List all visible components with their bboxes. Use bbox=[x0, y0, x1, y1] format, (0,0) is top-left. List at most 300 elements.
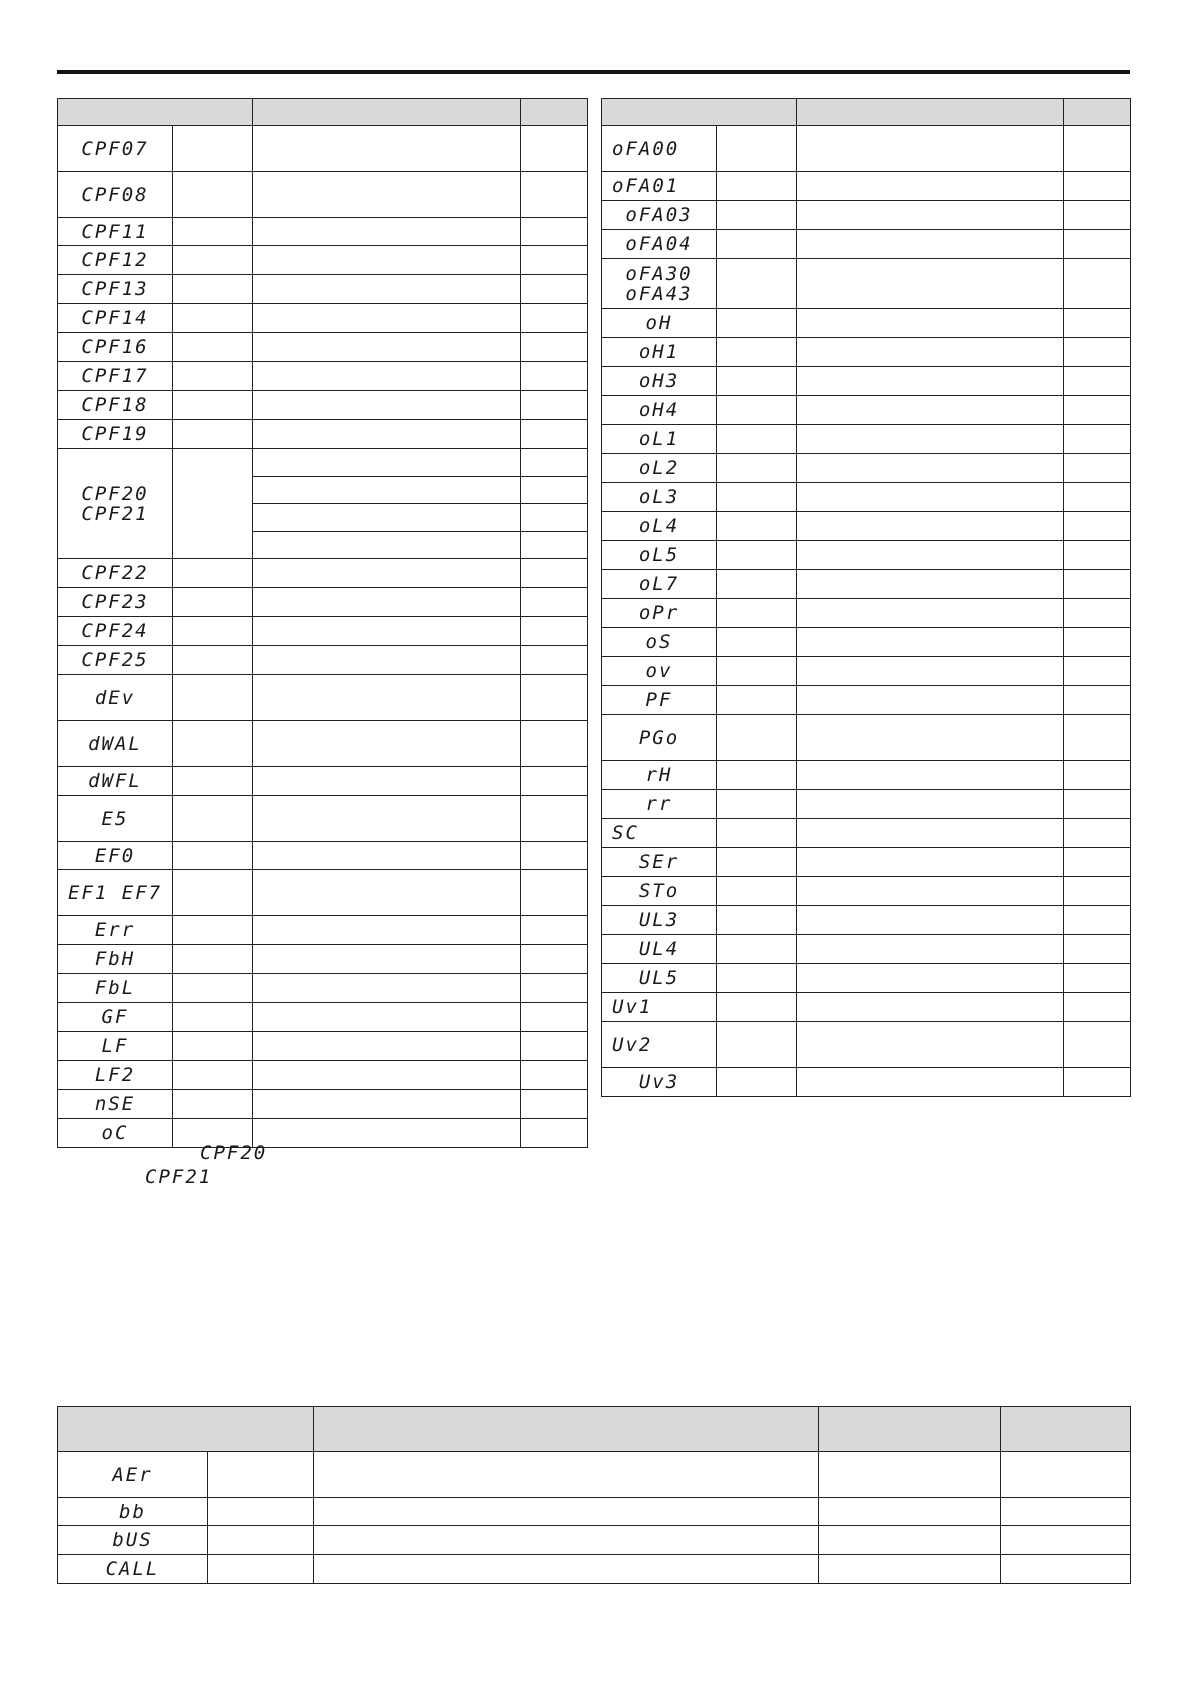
table-cell bbox=[1064, 570, 1131, 599]
table-cell bbox=[253, 1119, 521, 1148]
fault-name-cell bbox=[173, 391, 253, 420]
table-row bbox=[602, 454, 1131, 483]
fault-name-cell bbox=[717, 309, 797, 338]
header-rule bbox=[57, 70, 1130, 74]
fault-name-cell bbox=[717, 201, 797, 230]
table-cell bbox=[253, 617, 521, 646]
display-code-cell: STo bbox=[602, 877, 717, 906]
table-cell bbox=[1064, 686, 1131, 715]
display-code-cell: oS bbox=[602, 628, 717, 657]
table-cell bbox=[797, 338, 1064, 367]
display-code-cell: rH bbox=[602, 761, 717, 790]
fault-name-cell bbox=[717, 935, 797, 964]
table-cell bbox=[797, 964, 1064, 993]
fault-name-cell bbox=[717, 993, 797, 1022]
table-cell bbox=[521, 246, 588, 275]
table-cell bbox=[253, 767, 521, 796]
display-code-cell: FbH bbox=[58, 945, 173, 974]
display-code-cell: oH4 bbox=[602, 396, 717, 425]
table-cell bbox=[253, 504, 521, 532]
table-cell bbox=[1001, 1498, 1131, 1526]
table-cell bbox=[253, 974, 521, 1003]
display-code-cell: oL7 bbox=[602, 570, 717, 599]
fault-name-cell bbox=[717, 367, 797, 396]
table-cell bbox=[1064, 761, 1131, 790]
display-code-cell: CPF07 bbox=[58, 126, 173, 172]
table-cell bbox=[521, 304, 588, 333]
table-cell bbox=[521, 842, 588, 870]
table-cell bbox=[253, 559, 521, 588]
table-row bbox=[602, 935, 1131, 964]
table-cell bbox=[797, 877, 1064, 906]
table-cell bbox=[253, 126, 521, 172]
table-row bbox=[58, 362, 588, 391]
display-code-cell: CPF08 bbox=[58, 172, 173, 218]
table-row bbox=[58, 945, 588, 974]
table-cell bbox=[521, 646, 588, 675]
fault-name-cell bbox=[173, 1061, 253, 1090]
table-cell bbox=[797, 906, 1064, 935]
table-row bbox=[58, 675, 588, 721]
table-row bbox=[58, 1452, 1131, 1498]
table-cell bbox=[521, 559, 588, 588]
header-cell bbox=[58, 1407, 314, 1452]
table-cell bbox=[521, 126, 588, 172]
table-row bbox=[58, 1498, 1131, 1526]
table-cell bbox=[1064, 512, 1131, 541]
display-code: CPF21 bbox=[81, 502, 149, 525]
table-cell bbox=[797, 1068, 1064, 1097]
table-row bbox=[58, 916, 588, 945]
fault-name-cell bbox=[173, 675, 253, 721]
display-code-cell: SC bbox=[602, 819, 717, 848]
display-code-cell: UL4 bbox=[602, 935, 717, 964]
right-fault-table bbox=[601, 98, 1131, 1097]
table-cell bbox=[797, 819, 1064, 848]
table-row bbox=[602, 964, 1131, 993]
table-cell bbox=[797, 628, 1064, 657]
table-cell bbox=[253, 531, 521, 559]
display-code-cell: CPF22 bbox=[58, 559, 173, 588]
table-cell bbox=[253, 1061, 521, 1090]
header-cell bbox=[1064, 99, 1131, 126]
table-cell bbox=[1001, 1452, 1131, 1498]
table-row bbox=[58, 767, 588, 796]
table-row bbox=[58, 1061, 588, 1090]
table-cell bbox=[1064, 848, 1131, 877]
table-cell bbox=[797, 483, 1064, 512]
display-code-cell: oPr bbox=[602, 599, 717, 628]
table-row bbox=[58, 974, 588, 1003]
header-cell bbox=[521, 99, 588, 126]
fault-name-cell bbox=[717, 790, 797, 819]
table-row bbox=[602, 541, 1131, 570]
display-code-cell: CPF11 bbox=[58, 218, 173, 246]
display-code-cell: CPF18 bbox=[58, 391, 173, 420]
table-row bbox=[602, 126, 1131, 172]
fault-name-cell bbox=[173, 916, 253, 945]
table-cell bbox=[1064, 425, 1131, 454]
fault-name-cell bbox=[173, 304, 253, 333]
table-cell bbox=[253, 420, 521, 449]
display-code-cell: CPF23 bbox=[58, 588, 173, 617]
table-cell bbox=[521, 617, 588, 646]
display-code-cell bbox=[58, 449, 173, 559]
table-cell bbox=[797, 512, 1064, 541]
table-cell bbox=[1001, 1526, 1131, 1555]
table-cell bbox=[253, 218, 521, 246]
display-code-cell: FbL bbox=[58, 974, 173, 1003]
table-row bbox=[58, 1032, 588, 1061]
table-cell bbox=[819, 1555, 1001, 1584]
table-row bbox=[58, 646, 588, 675]
display-code-cell: PF bbox=[602, 686, 717, 715]
table-cell bbox=[521, 362, 588, 391]
display-code-cell: oFA01 bbox=[602, 172, 717, 201]
fault-name-cell bbox=[173, 559, 253, 588]
table-cell bbox=[797, 454, 1064, 483]
fault-name-cell bbox=[208, 1452, 314, 1498]
table-cell bbox=[797, 848, 1064, 877]
table-row bbox=[58, 870, 588, 916]
table-row bbox=[58, 1526, 1131, 1555]
table-row bbox=[58, 275, 588, 304]
table-cell bbox=[797, 935, 1064, 964]
table-cell bbox=[314, 1498, 819, 1526]
table-cell bbox=[797, 790, 1064, 819]
table-cell bbox=[819, 1526, 1001, 1555]
display-code-cell: oFA03 bbox=[602, 201, 717, 230]
fault-name-cell bbox=[717, 541, 797, 570]
table-cell bbox=[253, 870, 521, 916]
table-cell bbox=[1064, 230, 1131, 259]
table-cell bbox=[253, 588, 521, 617]
display-code-cell: CPF16 bbox=[58, 333, 173, 362]
table-cell bbox=[521, 916, 588, 945]
table-row bbox=[602, 1068, 1131, 1097]
table-row bbox=[58, 333, 588, 362]
table-cell bbox=[253, 675, 521, 721]
fault-name-cell bbox=[717, 819, 797, 848]
fault-name-cell bbox=[717, 512, 797, 541]
table-cell bbox=[521, 275, 588, 304]
table-cell bbox=[314, 1526, 819, 1555]
right-table-body bbox=[602, 126, 1131, 1097]
fault-name-cell bbox=[717, 338, 797, 367]
header-cell bbox=[819, 1407, 1001, 1452]
display-code-cell: LF bbox=[58, 1032, 173, 1061]
header-cell bbox=[58, 99, 253, 126]
left-fault-table bbox=[57, 98, 588, 1148]
display-code-cell: oC bbox=[58, 1119, 173, 1148]
fault-name-cell bbox=[717, 599, 797, 628]
table-row bbox=[58, 796, 588, 842]
table-row bbox=[602, 993, 1131, 1022]
table-cell bbox=[1064, 483, 1131, 512]
display-code-cell: GF bbox=[58, 1003, 173, 1032]
fault-name-cell bbox=[173, 1032, 253, 1061]
display-code-cell: CALL bbox=[58, 1555, 208, 1584]
header-cell bbox=[602, 99, 797, 126]
fault-name-cell bbox=[208, 1498, 314, 1526]
display-code-cell: SEr bbox=[602, 848, 717, 877]
table-cell bbox=[253, 721, 521, 767]
display-code-cell: CPF13 bbox=[58, 275, 173, 304]
display-code-cell: CPF14 bbox=[58, 304, 173, 333]
fault-name-cell bbox=[717, 877, 797, 906]
table-cell bbox=[314, 1555, 819, 1584]
table-cell bbox=[797, 201, 1064, 230]
table-cell bbox=[1064, 309, 1131, 338]
table-cell bbox=[797, 396, 1064, 425]
table-cell bbox=[797, 126, 1064, 172]
display-code-cell: CPF17 bbox=[58, 362, 173, 391]
table-cell bbox=[797, 425, 1064, 454]
fault-name-cell bbox=[173, 1003, 253, 1032]
table-row bbox=[58, 842, 588, 870]
table-cell bbox=[797, 686, 1064, 715]
fault-name-cell bbox=[173, 767, 253, 796]
display-code-cell: oL2 bbox=[602, 454, 717, 483]
table-header-row bbox=[58, 99, 588, 126]
table-cell bbox=[1064, 172, 1131, 201]
table-cell bbox=[1064, 367, 1131, 396]
table-row bbox=[58, 391, 588, 420]
fault-name-cell bbox=[173, 870, 253, 916]
table-row bbox=[602, 396, 1131, 425]
display-code-cell: UL3 bbox=[602, 906, 717, 935]
fault-name-cell bbox=[173, 218, 253, 246]
table-cell bbox=[797, 259, 1064, 309]
display-code-cell: dWAL bbox=[58, 721, 173, 767]
table-row bbox=[602, 686, 1131, 715]
display-code-cell: dWFL bbox=[58, 767, 173, 796]
display-code-cell bbox=[602, 259, 717, 309]
table-cell bbox=[797, 570, 1064, 599]
fault-name-cell bbox=[208, 1526, 314, 1555]
table-cell bbox=[521, 1032, 588, 1061]
table-cell bbox=[1064, 1022, 1131, 1068]
table-cell bbox=[253, 646, 521, 675]
table-cell bbox=[314, 1452, 819, 1498]
table-cell bbox=[521, 945, 588, 974]
header-cell bbox=[314, 1407, 819, 1452]
fault-name-cell bbox=[717, 848, 797, 877]
fault-name-cell bbox=[717, 454, 797, 483]
table-row bbox=[58, 1090, 588, 1119]
display-code-cell: dEv bbox=[58, 675, 173, 721]
table-cell bbox=[253, 1090, 521, 1119]
table-row bbox=[602, 259, 1131, 309]
fault-name-cell bbox=[717, 964, 797, 993]
table-cell bbox=[253, 1032, 521, 1061]
table-row bbox=[602, 1022, 1131, 1068]
table-row bbox=[602, 628, 1131, 657]
header-cell bbox=[797, 99, 1064, 126]
table-cell bbox=[1064, 628, 1131, 657]
table-cell bbox=[1064, 993, 1131, 1022]
table-cell bbox=[1064, 715, 1131, 761]
table-cell bbox=[521, 531, 588, 559]
display-code-cell: oL4 bbox=[602, 512, 717, 541]
fault-name-cell bbox=[717, 628, 797, 657]
table-cell bbox=[797, 993, 1064, 1022]
table-cell bbox=[521, 1061, 588, 1090]
table-row bbox=[602, 906, 1131, 935]
fault-name-cell bbox=[173, 617, 253, 646]
fault-name-cell bbox=[173, 974, 253, 1003]
fault-name-cell bbox=[717, 1022, 797, 1068]
table-row bbox=[602, 657, 1131, 686]
fault-name-cell bbox=[173, 945, 253, 974]
table-cell bbox=[797, 761, 1064, 790]
table-row bbox=[58, 126, 588, 172]
table-cell bbox=[1064, 819, 1131, 848]
table-cell bbox=[521, 504, 588, 532]
table-cell bbox=[253, 172, 521, 218]
display-code-cell: CPF25 bbox=[58, 646, 173, 675]
table-cell bbox=[797, 230, 1064, 259]
table-row bbox=[602, 599, 1131, 628]
table-cell bbox=[253, 304, 521, 333]
table-cell bbox=[521, 870, 588, 916]
table-row bbox=[58, 420, 588, 449]
table-row bbox=[58, 304, 588, 333]
table-cell bbox=[819, 1498, 1001, 1526]
display-code-cell: oL3 bbox=[602, 483, 717, 512]
table-cell bbox=[253, 796, 521, 842]
table-cell bbox=[521, 476, 588, 504]
table-cell bbox=[521, 721, 588, 767]
table-row bbox=[602, 483, 1131, 512]
table-cell bbox=[819, 1452, 1001, 1498]
table-cell bbox=[1001, 1555, 1131, 1584]
table-row bbox=[602, 715, 1131, 761]
fault-name-cell bbox=[173, 333, 253, 362]
table-cell bbox=[1064, 790, 1131, 819]
display-code-cell: oH1 bbox=[602, 338, 717, 367]
table-cell bbox=[253, 391, 521, 420]
table-row bbox=[602, 367, 1131, 396]
fault-name-cell bbox=[173, 796, 253, 842]
display-code-cell: CPF24 bbox=[58, 617, 173, 646]
table-row bbox=[602, 512, 1131, 541]
table-header-row bbox=[58, 1407, 1131, 1452]
display-code-cell: EF1 EF7 bbox=[58, 870, 173, 916]
table-cell bbox=[521, 1119, 588, 1148]
table-row bbox=[58, 721, 588, 767]
table-row bbox=[602, 309, 1131, 338]
table-row bbox=[58, 218, 588, 246]
table-row bbox=[58, 559, 588, 588]
display-code-cell: bUS bbox=[58, 1526, 208, 1555]
table-cell bbox=[521, 391, 588, 420]
footnote-code-1: CPF20 bbox=[200, 1142, 268, 1164]
table-cell bbox=[797, 599, 1064, 628]
header-cell bbox=[1001, 1407, 1131, 1452]
display-code-cell: LF2 bbox=[58, 1061, 173, 1090]
table-row bbox=[58, 1555, 1131, 1584]
table-row bbox=[58, 1003, 588, 1032]
table-cell bbox=[521, 588, 588, 617]
table-cell bbox=[521, 974, 588, 1003]
fault-name-cell bbox=[717, 686, 797, 715]
table-cell bbox=[1064, 201, 1131, 230]
display-code-cell: nSE bbox=[58, 1090, 173, 1119]
fault-name-cell bbox=[717, 230, 797, 259]
fault-name-cell bbox=[173, 1090, 253, 1119]
table-row bbox=[602, 790, 1131, 819]
table-cell bbox=[253, 333, 521, 362]
display-code-cell: PGo bbox=[602, 715, 717, 761]
table-row bbox=[58, 449, 588, 477]
minor-fault-table bbox=[57, 1406, 1131, 1584]
header-cell bbox=[253, 99, 521, 126]
table-cell bbox=[253, 275, 521, 304]
display-code-cell: UL5 bbox=[602, 964, 717, 993]
fault-name-cell bbox=[173, 362, 253, 391]
table-cell bbox=[1064, 126, 1131, 172]
fault-name-cell bbox=[173, 126, 253, 172]
table-cell bbox=[253, 842, 521, 870]
fault-name-cell bbox=[173, 449, 253, 559]
fault-name-cell bbox=[173, 275, 253, 304]
table-cell bbox=[1064, 964, 1131, 993]
table-cell bbox=[797, 715, 1064, 761]
table-row bbox=[58, 246, 588, 275]
fault-name-cell bbox=[717, 1068, 797, 1097]
fault-name-cell bbox=[173, 172, 253, 218]
table-cell bbox=[521, 675, 588, 721]
table-row bbox=[602, 201, 1131, 230]
display-code-cell: ov bbox=[602, 657, 717, 686]
table-cell bbox=[521, 1003, 588, 1032]
display-code-cell: Uv3 bbox=[602, 1068, 717, 1097]
fault-name-cell bbox=[717, 570, 797, 599]
table-cell bbox=[1064, 877, 1131, 906]
table-cell bbox=[253, 945, 521, 974]
table-cell bbox=[1064, 338, 1131, 367]
table-cell bbox=[521, 1090, 588, 1119]
table-row bbox=[602, 425, 1131, 454]
fault-name-cell bbox=[173, 646, 253, 675]
display-code: oFA30 bbox=[625, 262, 693, 285]
table-row bbox=[58, 172, 588, 218]
fault-name-cell bbox=[717, 172, 797, 201]
table-cell bbox=[1064, 396, 1131, 425]
table-row bbox=[602, 230, 1131, 259]
display-code-cell: CPF12 bbox=[58, 246, 173, 275]
table-header-row bbox=[602, 99, 1131, 126]
table-cell bbox=[253, 362, 521, 391]
footnote-code-2: CPF21 bbox=[145, 1166, 213, 1188]
display-code-cell: Uv2 bbox=[602, 1022, 717, 1068]
fault-name-cell bbox=[717, 126, 797, 172]
fault-name-cell bbox=[173, 420, 253, 449]
display-code-cell: Uv1 bbox=[602, 993, 717, 1022]
left-table-body bbox=[58, 126, 588, 1148]
fault-name-cell bbox=[717, 425, 797, 454]
display-code-cell: Err bbox=[58, 916, 173, 945]
fault-name-cell bbox=[173, 588, 253, 617]
table-cell bbox=[253, 1003, 521, 1032]
table-cell bbox=[1064, 1068, 1131, 1097]
table-cell bbox=[253, 916, 521, 945]
table-row bbox=[602, 877, 1131, 906]
display-code-cell: bb bbox=[58, 1498, 208, 1526]
table-row bbox=[602, 570, 1131, 599]
display-code-cell: oH bbox=[602, 309, 717, 338]
